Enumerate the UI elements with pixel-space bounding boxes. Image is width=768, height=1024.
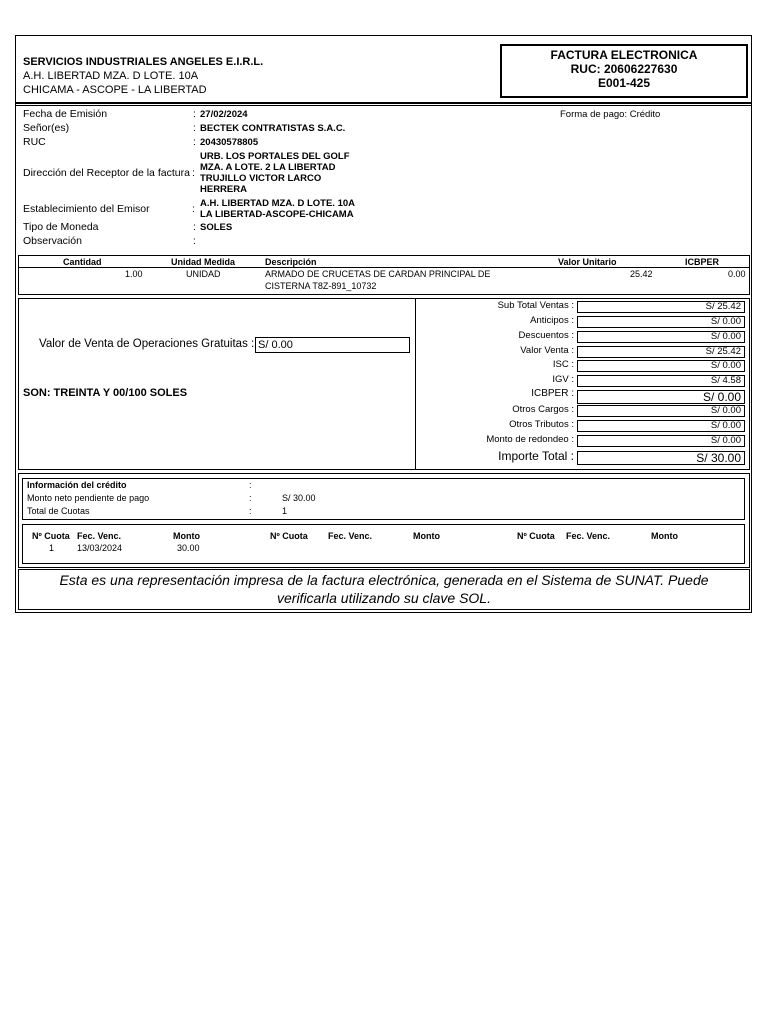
senor-value: BECTEK CONTRATISTAS S.A.C.	[200, 123, 346, 134]
moneda-label: Tipo de Moneda	[23, 221, 99, 233]
item-unidad: UNIDAD	[186, 269, 221, 279]
footer-line-1: Esta es una representación impresa de la factura electrónica, generada en el Sistema de SUNAT. Puede	[59, 572, 709, 588]
footer-note	[18, 571, 750, 607]
establecimiento-line-2: LA LIBERTAD-ASCOPE-CHICAMA	[200, 209, 354, 220]
cuotas-header-nro-2: Nº Cuota	[270, 531, 308, 541]
totals-label: ICBPER :	[531, 388, 574, 399]
observacion-label: Observación	[23, 235, 82, 247]
forma-pago: Forma de pago: Crédito	[560, 109, 661, 120]
items-header-valor-unitario: Valor Unitario	[558, 257, 617, 267]
fecha-emision: 27/02/2024	[200, 109, 248, 120]
document-type: FACTURA ELECTRONICA	[550, 48, 698, 62]
totals-value: S/ 25.42	[577, 346, 745, 358]
totals-value: S/ 4.58	[577, 375, 745, 387]
credit-cuotas-value: 1	[282, 506, 288, 516]
direccion-line-3: TRUJILLO VICTOR LARCO	[200, 173, 322, 184]
ruc-value: 20430578805	[200, 137, 259, 148]
totals-value: S/ 0.00	[577, 435, 745, 447]
moneda-value: SOLES	[200, 222, 233, 233]
direccion-line-4: HERRERA	[200, 184, 247, 195]
totals-label: Sub Total Ventas :	[497, 300, 574, 311]
cuotas-header-nro-3: Nº Cuota	[517, 531, 555, 541]
item-descripcion-2: CISTERNA T8Z-891_10732	[265, 281, 377, 291]
cuota-number: 1	[49, 543, 55, 553]
totals-value: S/ 0.00	[577, 331, 745, 343]
direccion-line-2: MZA. A LOTE. 2 LA LIBERTAD	[200, 162, 336, 173]
credit-title: Información del crédito	[27, 480, 127, 490]
document-ruc: RUC: 20606227630	[570, 62, 678, 76]
totals-value: S/ 30.00	[577, 451, 745, 465]
item-icbper: 0.00	[728, 269, 746, 279]
footer-line-2: verificarla utilizando su clave SOL.	[277, 590, 491, 606]
cuota-monto: 30.00	[177, 543, 200, 553]
totals-label: Otros Cargos :	[512, 404, 574, 415]
totals-label: Valor Venta :	[520, 345, 574, 356]
emisor-address-1: A.H. LIBERTAD MZA. D LOTE. 10A	[23, 70, 199, 82]
items-header-descripcion: Descripción	[265, 257, 317, 267]
credit-monto-label: Monto neto pendiente de pago	[27, 493, 150, 503]
cuota-fecha: 13/03/2024	[77, 543, 123, 553]
document-id-box	[500, 44, 748, 98]
son-amount-words: SON: TREINTA Y 00/100 SOLES	[23, 387, 188, 399]
totals-value: S/ 0.00	[577, 405, 745, 417]
totals-label: Monto de redondeo :	[486, 434, 574, 445]
ruc-label: RUC	[23, 136, 46, 148]
gratuitas-value: S/ 0.00	[255, 337, 410, 353]
establecimiento-line-1: A.H. LIBERTAD MZA. D LOTE. 10A	[200, 198, 355, 209]
cuotas-header-monto-3: Monto	[651, 531, 678, 541]
gratuitas-label: Valor de Venta de Operaciones Gratuitas :	[39, 338, 255, 350]
cuotas-header-fec-2: Fec. Venc.	[328, 531, 373, 541]
totals-label: Descuentos :	[518, 330, 574, 341]
items-header-line	[18, 267, 750, 268]
fecha-label: Fecha de Emisión	[23, 108, 108, 120]
item-descripcion-1: ARMADO DE CRUCETAS DE CARDAN PRINCIPAL DE	[265, 269, 491, 279]
header-divider-2	[15, 105, 752, 106]
credit-cuotas-label: Total de Cuotas	[27, 506, 90, 516]
totals-label: Anticipos :	[530, 315, 574, 326]
cuotas-header-fec-1: Fec. Venc.	[77, 531, 122, 541]
totals-label: Otros Tributos :	[509, 419, 574, 430]
items-header-unidad: Unidad Medida	[171, 257, 236, 267]
totals-value: S/ 0.00	[577, 390, 745, 404]
document-number: E001-425	[597, 76, 651, 90]
totals-label: Importe Total :	[498, 449, 574, 463]
cuotas-header-fec-3: Fec. Venc.	[566, 531, 611, 541]
senor-label: Señor(es)	[23, 122, 70, 134]
items-header-cantidad: Cantidad	[63, 257, 102, 267]
credit-monto-value: S/ 30.00	[282, 493, 316, 503]
emisor-address-2: CHICAMA - ASCOPE - LA LIBERTAD	[23, 84, 207, 96]
emisor-name: SERVICIOS INDUSTRIALES ANGELES E.I.R.L.	[23, 56, 264, 68]
totals-value: S/ 0.00	[577, 420, 745, 432]
cuotas-table	[22, 524, 745, 564]
direccion-label: Dirección del Receptor de la factura	[23, 167, 190, 179]
totals-label: IGV :	[552, 374, 574, 385]
establecimiento-label: Establecimiento del Emisor	[23, 203, 150, 215]
cuotas-header-nro-1: Nº Cuota	[32, 531, 70, 541]
totals-value: S/ 0.00	[577, 316, 745, 328]
cuotas-header-monto-2: Monto	[413, 531, 440, 541]
header-divider	[15, 102, 752, 104]
item-cantidad: 1.00	[125, 269, 143, 279]
totals-label: ISC :	[552, 359, 574, 370]
totals-value: S/ 0.00	[577, 360, 745, 372]
item-valor-unitario: 25.42	[630, 269, 653, 279]
direccion-line-1: URB. LOS PORTALES DEL GOLF	[200, 151, 350, 162]
cuotas-header-monto-1: Monto	[173, 531, 200, 541]
totals-value: S/ 25.42	[577, 301, 745, 313]
items-header-icbper: ICBPER	[685, 257, 720, 267]
